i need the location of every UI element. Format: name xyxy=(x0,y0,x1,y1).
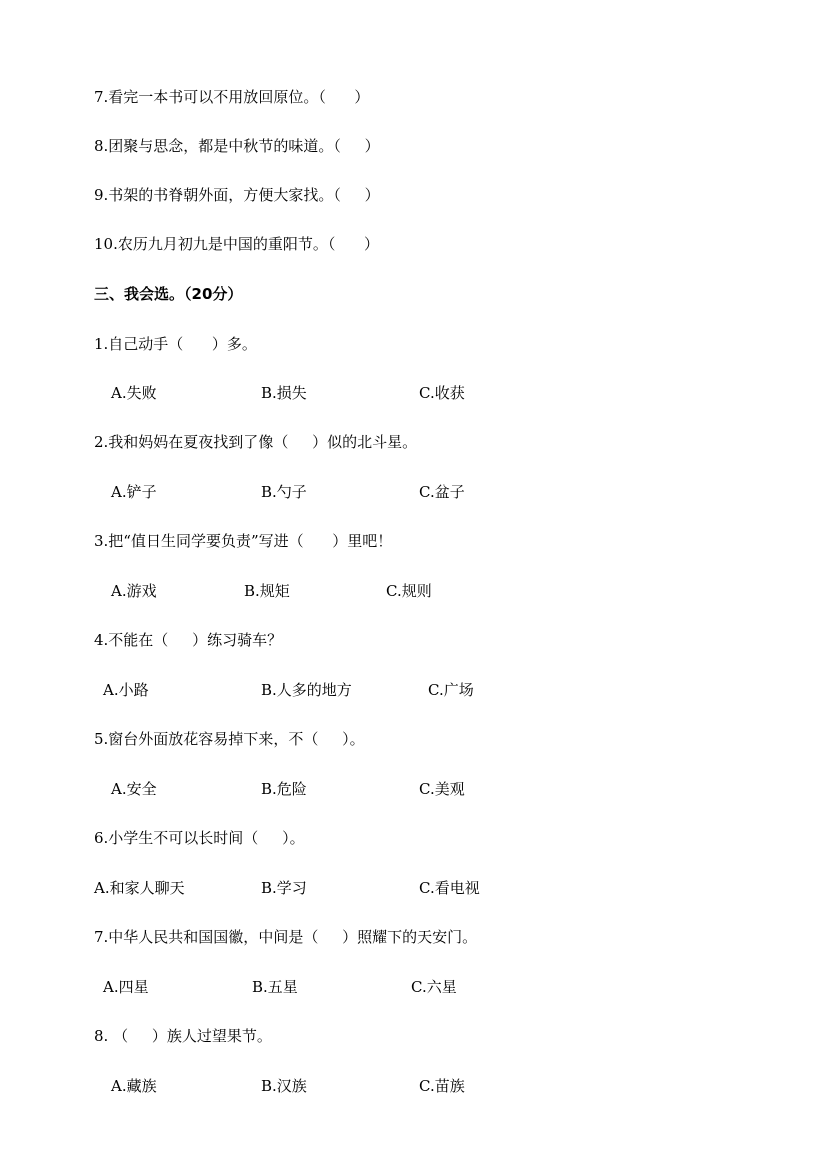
question-5: 5.窗台外面放花容易掉下来，不（ ）。 xyxy=(94,730,365,748)
question-7-option-b: B.五星 xyxy=(252,978,298,996)
question-6-option-a: A.和家人聊天 xyxy=(94,879,185,897)
judge-item-9: 9.书架的书脊朝外面，方便大家找。（ ） xyxy=(94,186,380,204)
question-7-option-a: A.四星 xyxy=(103,978,149,996)
judge-item-10: 10.农历九月初九是中国的重阳节。（ ） xyxy=(94,235,379,253)
question-1-option-c: C.收获 xyxy=(419,384,465,402)
question-8-option-a: A.藏族 xyxy=(111,1077,157,1095)
question-6-option-c: C.看电视 xyxy=(419,879,480,897)
question-4-option-b: B.人多的地方 xyxy=(261,681,352,699)
question-5-option-c: C.美观 xyxy=(419,780,465,798)
question-4-option-c: C.广场 xyxy=(428,681,474,699)
question-2-option-a: A.铲子 xyxy=(111,483,157,501)
question-6-option-b: B.学习 xyxy=(261,879,307,897)
question-5-option-a: A.安全 xyxy=(111,780,157,798)
judge-item-7: 7.看完一本书可以不用放回原位。（ ） xyxy=(94,88,370,106)
question-7-option-c: C.六星 xyxy=(411,978,457,996)
question-2-option-b: B.勺子 xyxy=(261,483,307,501)
question-8-option-b: B.汉族 xyxy=(261,1077,307,1095)
section-title: 三、我会选。（20分） xyxy=(94,285,243,303)
question-3-option-c: C.规则 xyxy=(386,582,432,600)
question-2: 2.我和妈妈在夏夜找到了像（ ）似的北斗星。 xyxy=(94,433,418,451)
judge-item-8: 8.团聚与思念，都是中秋节的味道。（ ） xyxy=(94,137,380,155)
question-1: 1.自己动手（ ）多。 xyxy=(94,335,257,353)
question-2-option-c: C.盆子 xyxy=(419,483,465,501)
question-6: 6.小学生不可以长时间（ ）。 xyxy=(94,829,305,847)
question-1-option-b: B.损失 xyxy=(261,384,307,402)
question-3-option-a: A.游戏 xyxy=(111,582,157,600)
question-8: 8. （ ）族人过望果节。 xyxy=(94,1027,272,1045)
question-3-option-b: B.规矩 xyxy=(244,582,290,600)
question-5-option-b: B.危险 xyxy=(261,780,307,798)
question-4-option-a: A.小路 xyxy=(103,681,149,699)
question-7: 7.中华人民共和国国徽，中间是（ ）照耀下的天安门。 xyxy=(94,928,478,946)
question-1-option-a: A.失败 xyxy=(111,384,157,402)
question-4: 4.不能在（ ）练习骑车？ xyxy=(94,631,283,649)
question-8-option-c: C.苗族 xyxy=(419,1077,465,1095)
question-3: 3.把“值日生同学要负责”写进（ ）里吧！ xyxy=(94,532,393,550)
